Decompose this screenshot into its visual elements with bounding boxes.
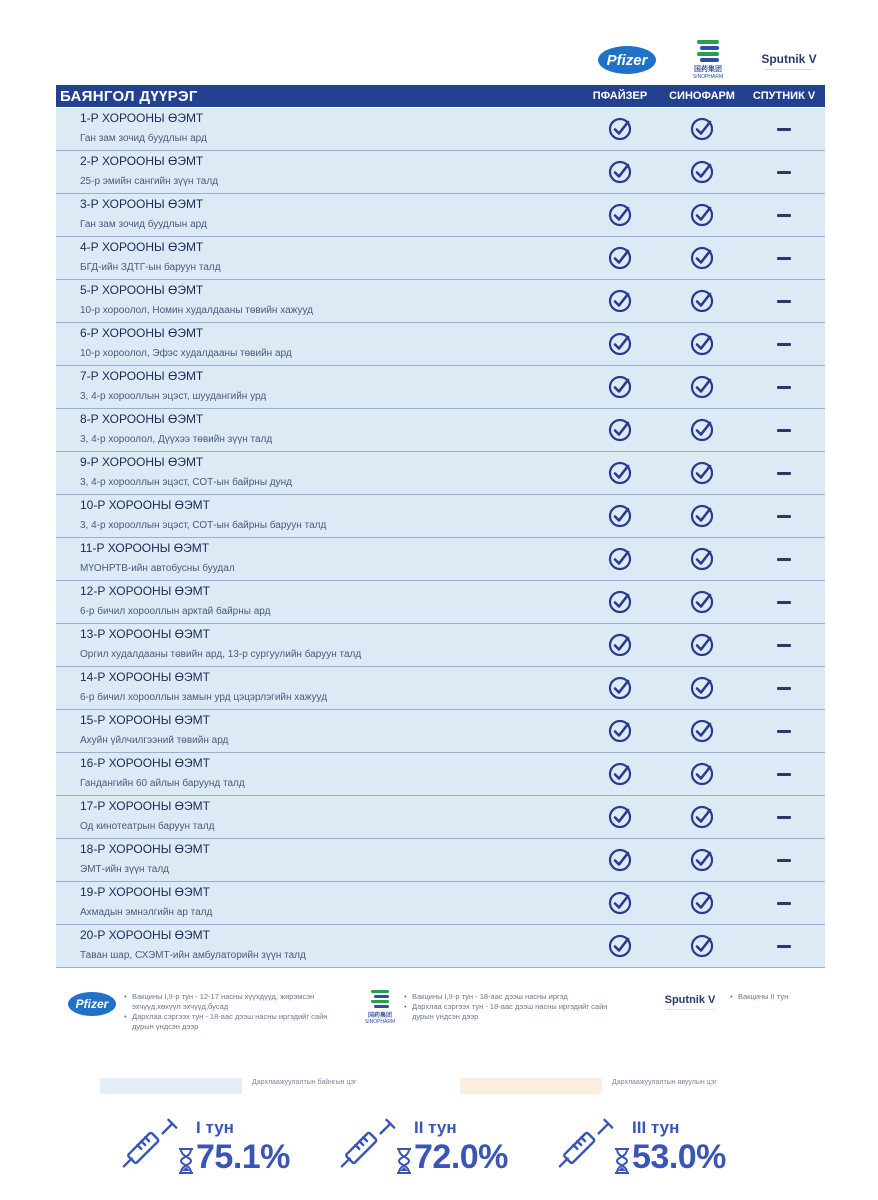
dose-percent: 53.0% [632,1138,726,1176]
pfizer-legend-logo-text: Pfizer [75,997,109,1011]
vaccine-cell [743,116,825,142]
check-icon [608,289,632,313]
table-row [56,495,825,538]
legend-sinopharm-line-2: • Дархлаа сэргээх тун - 18-аас дээш насны иргэдийг сайн дурын үндсэн дээр [412,1002,622,1022]
clinic-name: 6-Р ХОРООНЫ ӨЭМТ [80,326,204,340]
dash-icon [777,816,791,819]
column-header-pfizer: ПФАЙЗЕР [592,90,648,102]
clinic-address: 3, 4-р хорооллын эцэст, шуудангийн урд [80,391,267,402]
clinic-table [56,108,825,968]
vaccine-cell [743,331,825,357]
mobile-point-label: Дархлаажуулалтын явуулын цэг [612,1079,717,1086]
clinic-name: 16-Р ХОРООНЫ ӨЭМТ [80,756,210,770]
vaccine-cell [661,718,743,744]
vaccine-cell [661,288,743,314]
check-icon [690,762,714,786]
sinopharm-logo [683,36,733,84]
table-row [56,280,825,323]
sinopharm-legend-cn: 国药集团 [367,1013,392,1019]
dash-icon [777,558,791,561]
check-icon [608,504,632,528]
clinic-name: 3-Р ХОРООНЫ ӨЭМТ [80,197,204,211]
sinopharm-legend-en: SINOPHARM [364,1019,396,1025]
clinic-name: 2-Р ХОРООНЫ ӨЭМТ [80,154,204,168]
check-icon [690,203,714,227]
vaccine-cell [743,245,825,271]
check-icon [690,676,714,700]
vaccine-cell [743,804,825,830]
target-point-label: Дархлаажуулалтын байнгын цэг [252,1079,357,1086]
clinic-name: 11-Р ХОРООНЫ ӨЭМТ [80,541,210,555]
dash-icon [777,515,791,518]
check-icon [690,289,714,313]
check-icon [608,805,632,829]
clinic-address: Ган зам зочид буудлын ард [80,133,207,144]
check-icon [690,117,714,141]
check-icon [608,590,632,614]
vaccine-cell [743,503,825,529]
dash-icon [777,386,791,389]
table-row [56,108,825,151]
vaccine-cell [579,417,661,443]
check-icon [690,891,714,915]
vaccine-cell [661,589,743,615]
table-row [56,323,825,366]
syringe-icon [556,1114,618,1176]
check-icon [690,375,714,399]
vaccine-cell [743,847,825,873]
table-row [56,624,825,667]
check-icon [608,203,632,227]
check-icon [608,934,632,958]
check-icon [608,332,632,356]
hourglass-icon [614,1148,630,1174]
dash-icon [777,429,791,432]
vaccine-cell [743,933,825,959]
vaccine-cell [579,847,661,873]
clinic-name: 8-Р ХОРООНЫ ӨЭМТ [80,412,204,426]
vaccine-cell [579,288,661,314]
vaccine-cell [579,761,661,787]
clinic-name: 9-Р ХОРООНЫ ӨЭМТ [80,455,204,469]
pfizer-logo [598,46,656,74]
sinopharm-legend-logo [366,990,394,1030]
sputnik-legend-logo [660,994,720,1016]
vaccine-cell [661,804,743,830]
vaccine-cell [661,890,743,916]
dash-icon [777,902,791,905]
vaccine-cell [661,503,743,529]
check-icon [690,418,714,442]
dash-icon [777,730,791,733]
vaccine-cell [743,374,825,400]
dose-percent: 72.0% [414,1138,508,1176]
clinic-address: Од кинотеатрын баруун талд [80,821,215,832]
sputnik-logo-underline: ———————————— [765,65,813,71]
clinic-address: Ахмадын эмнэлгийн ар талд [80,907,213,918]
check-icon [690,719,714,743]
check-icon [690,590,714,614]
vaccine-cell [579,632,661,658]
vaccine-cell [743,675,825,701]
vaccine-cell [579,460,661,486]
dash-icon [777,644,791,647]
dash-icon [777,601,791,604]
clinic-name: 13-Р ХОРООНЫ ӨЭМТ [80,627,210,641]
pfizer-legend-logo [68,992,116,1016]
sinopharm-legend-mark-icon [371,990,389,1008]
vaccine-cell [661,116,743,142]
table-row [56,882,825,925]
dash-icon [777,214,791,217]
clinic-address: Таван шар, СХЭМТ-ийн амбулаторийн зүүн талд [80,950,306,961]
check-icon [690,504,714,528]
dose-stat-3 [556,1110,756,1180]
vaccine-cell [579,374,661,400]
table-row [56,667,825,710]
check-icon [608,633,632,657]
clinic-address: 3, 4-р хороолол, Дүүхээ төвийн зүүн талд [80,434,273,445]
check-icon [690,805,714,829]
vaccine-cell [579,202,661,228]
vaccine-cell [579,890,661,916]
dash-icon [777,300,791,303]
clinic-name: 5-Р ХОРООНЫ ӨЭМТ [80,283,204,297]
vaccine-cell [661,847,743,873]
check-icon [608,719,632,743]
dose-label: I тун [196,1118,234,1137]
check-icon [608,160,632,184]
dash-icon [777,472,791,475]
syringe-icon [338,1114,400,1176]
clinic-name: 4-Р ХОРООНЫ ӨЭМТ [80,240,204,254]
check-icon [690,848,714,872]
vaccine-cell [661,761,743,787]
clinic-address: 10-р хороолол, Эфэс худалдааны төвийн ард [80,348,292,359]
check-icon [608,547,632,571]
check-icon [608,461,632,485]
check-icon [608,676,632,700]
column-header-sinopharm: СИНОФАРМ [669,90,735,102]
check-icon [608,762,632,786]
dose-label: II тун [414,1118,457,1137]
vaccine-cell [661,675,743,701]
target-point-bar [100,1078,242,1094]
clinic-address: БГД-ийн ЗДТГ-ын баруун талд [80,262,221,273]
vaccine-cell [579,675,661,701]
vaccine-cell [661,374,743,400]
clinic-address: 6-р бичил хорооллын арктай байрны ард [80,606,271,617]
vaccine-cell [579,159,661,185]
clinic-address: ЭМТ-ийн зүүн талд [80,864,170,875]
table-row [56,796,825,839]
vaccine-cell [661,417,743,443]
clinic-name: 17-Р ХОРООНЫ ӨЭМТ [80,799,210,813]
column-header-sputnik: СПУТНИК V [752,90,816,102]
vaccine-cell [579,116,661,142]
check-icon [690,461,714,485]
dash-icon [777,257,791,260]
dash-icon [777,945,791,948]
dash-icon [777,343,791,346]
clinic-address: МҮОНРТВ-ийн автобусны буудал [80,563,235,574]
table-row [56,194,825,237]
check-icon [608,418,632,442]
dash-icon [777,128,791,131]
sputnik-legend-underline: ———————————— [666,1006,714,1011]
table-row [56,538,825,581]
dose-stat-2 [338,1110,538,1180]
check-icon [608,375,632,399]
clinic-name: 20-Р ХОРООНЫ ӨЭМТ [80,928,210,942]
table-row [56,151,825,194]
vaccine-cell [579,804,661,830]
dash-icon [777,773,791,776]
check-icon [608,246,632,270]
vaccine-cell [579,933,661,959]
clinic-name: 10-Р ХОРООНЫ ӨЭМТ [80,498,210,512]
legend-sinopharm-line-1: • Вакцины I,II-р тун - 18-аас дээш насны иргэд [412,992,622,1002]
check-icon [608,117,632,141]
vaccine-cell [743,288,825,314]
dash-icon [777,859,791,862]
table-row [56,452,825,495]
check-icon [690,547,714,571]
dose-percent: 75.1% [196,1138,290,1176]
vaccine-cell [579,546,661,572]
vaccine-cell [661,245,743,271]
clinic-address: 6-р бичил хорооллын замын урд цэцэрлэгийн хажууд [80,692,328,703]
clinic-name: 1-Р ХОРООНЫ ӨЭМТ [80,111,204,125]
check-icon [690,246,714,270]
table-row [56,237,825,280]
table-row [56,753,825,796]
vaccine-cell [661,933,743,959]
clinic-name: 19-Р ХОРООНЫ ӨЭМТ [80,885,210,899]
check-icon [690,934,714,958]
vaccine-cell [743,417,825,443]
vaccine-cell [743,761,825,787]
table-row [56,839,825,882]
district-title: БАЯНГОЛ ДҮҮРЭГ [60,87,198,105]
vaccine-cell [661,460,743,486]
clinic-name: 15-Р ХОРООНЫ ӨЭМТ [80,713,210,727]
dose-label: III тун [632,1118,680,1137]
sputnik-logo [753,48,825,74]
dash-icon [777,687,791,690]
table-row [56,581,825,624]
vaccine-cell [579,718,661,744]
pfizer-logo-text: Pfizer [606,51,648,69]
vaccine-cell [743,589,825,615]
vaccine-cell [661,632,743,658]
clinic-address: 3, 4-р хорооллын эцэст, СОТ-ын байрны баруун талд [80,520,327,531]
hourglass-icon [178,1148,194,1174]
vaccine-cell [743,159,825,185]
vaccine-cell [743,202,825,228]
clinic-name: 7-Р ХОРООНЫ ӨЭМТ [80,369,204,383]
vaccine-cell [743,632,825,658]
vaccine-cell [579,503,661,529]
clinic-address: 25-р эмийн сангийн зүүн талд [80,176,219,187]
legend-pfizer-line-1: • Вакцины I,II-р тун - 12-17 насны хүүхдүүд, жирэмсэн эхчүүд,хөхүүл эхчүүд,бусад [132,992,332,1012]
sputnik-logo-text: Sputnik V [761,51,817,66]
vaccine-logos [588,36,828,84]
clinic-address: Ахуйн үйлчилгээний төвийн ард [80,735,229,746]
check-icon [608,848,632,872]
legend-pfizer-line-2: • Дархлаа сэргээх тун - 18-аас дээш насны иргэдийг сайн дурын үндсэн дээр [132,1012,332,1032]
vaccine-cell [743,546,825,572]
clinic-address: Оргил худалдааны төвийн ард, 13-р сургуулийн баруун талд [80,649,362,660]
table-row [56,366,825,409]
vaccine-cell [661,546,743,572]
clinic-address: Ган зам зочид буудлын ард [80,219,207,230]
vaccine-cell [661,159,743,185]
vaccine-cell [743,890,825,916]
vaccine-cell [661,202,743,228]
syringe-icon [120,1114,182,1176]
legend-sputnik-line-1: • Вакцины II тун [738,992,848,1002]
table-row [56,925,825,968]
sinopharm-cn-text: 国药集团 [694,66,722,73]
check-icon [690,332,714,356]
vaccine-cell [743,460,825,486]
dash-icon [777,171,791,174]
table-row [56,409,825,452]
clinic-name: 12-Р ХОРООНЫ ӨЭМТ [80,584,210,598]
sputnik-legend-logo-text: Sputnik V [664,994,716,1006]
check-icon [690,633,714,657]
clinic-address: Гандангийн 60 айлын баруунд талд [80,778,245,789]
check-icon [690,160,714,184]
vaccine-cell [661,331,743,357]
sinopharm-mark-icon [697,40,719,62]
clinic-name: 18-Р ХОРООНЫ ӨЭМТ [80,842,210,856]
sinopharm-en-text: SINOPHARM [692,74,724,80]
vaccine-cell [579,245,661,271]
vaccine-cell [743,718,825,744]
table-header [56,85,825,107]
dose-stat-1 [120,1110,320,1180]
mobile-point-bar [460,1078,602,1094]
clinic-name: 14-Р ХОРООНЫ ӨЭМТ [80,670,210,684]
check-icon [608,891,632,915]
clinic-address: 3, 4-р хорооллын эцэст, СОТ-ын байрны дунд [80,477,292,488]
clinic-address: 10-р хороолол, Номин худалдааны төвийн хажууд [80,305,313,316]
vaccine-cell [579,589,661,615]
table-row [56,710,825,753]
vaccine-cell [579,331,661,357]
hourglass-icon [396,1148,412,1174]
